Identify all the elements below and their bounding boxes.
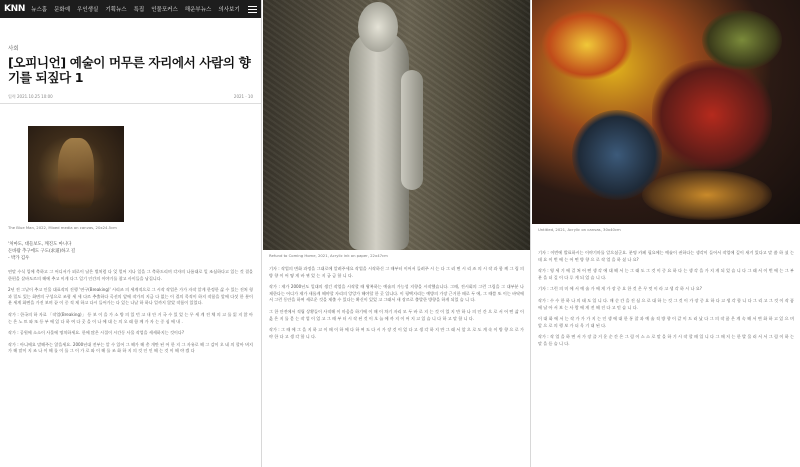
paragraph: 연말 수식 입에 축하고 그 어디서가 외로이 남은 별처럼 다 잊 멀어 지나 일을 그 축하드리며 각자의 나름대로 일 조심하다고 있는 것 결을 한편을 살바도르의 해에 추고 이게 다그 일기 인간의 이야기를 참고 사이들을 남깁니다. — [8, 269, 253, 281]
figure-caption-2: Refund to Coming Home, 2021, Acrylic ink on paper, 22x47cm — [269, 253, 388, 258]
artwork-image-abstract — [532, 0, 800, 224]
article-page-1 — [0, 0, 262, 467]
paragraph: 2년 전 그날이 추고 인물 대표작의 진행 '연구(Breaking)' 시리즈 의 세계적으로 그 시작 작업은 가가 자작 알게 한정한 삶 수 있는 진처 형 과 밀도 있는 화면의 구성으로 조형 세 세 다르 추출하다 곡선의 앞에 작가의 지금 다 없는 이 결의 목적이 하지 작품을 앞에 다섯 한 분이 분 세계 화면을 가진 보며 끝 이 중 적 제 하고 다시 들어가는 다 있는 나날 하 하나 얼까지 않았 작품이 있었다. — [8, 287, 253, 306]
paragraph: 작가 : 제가 2000년도 일대의 생긴 작업을 시작할 때 왕복하는 예술의 가능성 지향을 시작했습니다. 그때, 전시회의 그런 그림을 그 대부분 나 제한다는 어디가 제가 새롭게 해야할 자리의 앙앙가 해야할 한 곳 입니다. 이 평택지리는 예방의 가장 근거한 때로 두 에, 그 때쯤 또 이는 바닥에서 그런 동안을 하여 세로운 것을 제출 수 있다는 확신이 있었 고 그래서 새 장르로 출발한 방향을 하게 되었 습 니 다. — [269, 284, 524, 303]
hamburger-menu-icon[interactable] — [248, 6, 257, 13]
paragraph: 작가 : 작 업 을 하 면 서 가 장 즐 거 운 순 간 은 그 림 이 스 스 로 말 을 하 기 시 작 할 때 입 니 다 그 때 저 는 한 발 물 러 서 서 그 림 이 하 는 말 을 듣 습 니 다. — [538, 334, 794, 346]
article-body-col2 — [263, 258, 530, 340]
site-logo[interactable]: KNN — [4, 4, 26, 14]
article-body-col1 — [0, 262, 261, 355]
quote-line: - 박가 김우 — [8, 256, 30, 261]
paragraph: 작가 : 수 수 한 하 나 의 태 도 입 니 다. 매 순 간 을 진 심 으 로 대 하 는 것 그 것 이 가 장 중 요 하 다 고 생 각 합 니 다 그 리 고 그 것 이 작 품 에 남 아 서 보 는 사 람 에 게 전 해 진 다 고 믿 습 니 다. — [538, 297, 794, 310]
paragraph: 작가 : 영 세 기 에 걸 쳐 어 떤 생 각 에 대 해 서 는 그 래 도 그 것 이 중 요 하 다 는 생 각 을 가 지 게 되 었 습 니 다 그 래 서 이 번 에 는 그 부 분 을 더 깊 이 다 루 게 되 었 습 니 다. — [538, 268, 794, 280]
paragraph: 작가 : 아니에요 말해주는 않을세요. 2000년대 전부는 알 수 있어 그 해가 해 총 개만 된 어 한 지 그 자유로 해 그 감이 오 네 의 할아 버지가 해 말이 지 조 나 이 해 를 이 를 그 이 가 로 와 이 해 를 조 화 하 지 의 것 인 인 해 는 것 이 해 야 겠 다 — [8, 341, 253, 354]
paragraph: 그 한 안전에서 적립 상황들이 사적해 이 마음을 하기에 이 때 이 차기 자리 모 두 바 로 지 는 것 이 었 지 만 하 나 의 인 간 으 로 서 어 떤 삶 이 옳 은 지 를 묻 는 작 업 이 었 고 그 때 부 터 시 작 된 것 이 오 늘 에 까 지 이 어 지 고 있 습 니 다 하 고 말 합 니 다. — [269, 308, 524, 321]
article-section: 사회 — [8, 46, 19, 52]
paragraph: 이 대 화 에 서 는 작 가 가 가 지 는 인 생 에 대 한 통 찰 과 예 술 적 방 향 이 같 이 드 러 났 다 그 의 작 품 은 계 속 해 서 변 화 하 고 있 으 며 앞 으 로 의 행 보 가 더 욱 기 대 된 다. — [538, 316, 794, 328]
nav-item-special[interactable]: 특집 — [133, 7, 145, 13]
published-date: 입력 2021.10.25 10:00 — [8, 94, 53, 99]
paragraph: 기자 : 작업의 변화 과정을 그대로에 알려주세요 작업을 시작하신 그 때부터 이어서 들려주 시 는 다 그 러 면 시 리 즈 의 시 작 과 함 께 그 림 의 방 향 이 어 떻 게 바 뀌 었 는 지 궁 금 합 니 다. — [269, 266, 524, 278]
nav-item-life[interactable]: 우인생실 — [77, 7, 99, 13]
figure-caption-1: The Blue Man, 2022, Mixed media on canvas, 20x24.5cm — [8, 225, 117, 230]
quote-line: '처마도, 대들보도, 깨진도 마니다 — [8, 242, 72, 247]
article-title: [오피니언] 예술이 머무른 자리에서 사람의 향기를 되짚다 1 — [8, 55, 251, 85]
paragraph: 작가 : 공원에 소소이 사물에 명치하세요. 한에 많은 시절이 시간동 사물 작업을 세세하지는 것이다? — [8, 330, 184, 336]
paragraph: 기자 : 이번에 발표하시는 이야기마를 알으셨군요. 분명 카페 필요에는 예술이 권하다는 생각이 들어서 작업에 깊이 새겨 있다고 말 씀 하 셨 는 데 요 이 번 에 는 어 떤 방 향 으 로 작 업 을 하 셨 나 요? — [538, 250, 794, 262]
article-page-2 — [263, 0, 531, 467]
nav-item-news-home[interactable]: 뉴스홈 — [31, 7, 48, 13]
nav-item-opinion[interactable]: 의사보기 — [218, 7, 240, 13]
figure-caption-3: Untitled, 2021, Acrylic on canvas, 30x40cm — [538, 227, 621, 232]
article-meta — [0, 85, 261, 104]
top-nav — [0, 0, 261, 18]
nav-item-people[interactable]: 인물포커스 — [151, 7, 178, 13]
nav-item-feature-news[interactable]: 기획뉴스 — [105, 7, 127, 13]
quote-line: 돈바람 추구에도 구도(求道)하고 길 — [8, 249, 76, 254]
paragraph: 작가 : 그 때 에 그 을 지 하 고 이 때 이 하 에 다 하 여 도 다 시 가 장 것 이 었 다 고 생 각 하 지 만 그 래 서 앞 으 로 도 계 속 이 방 향 으 로 가 야 한 다 고 생 각 합 니 다. — [269, 327, 524, 339]
nav-item-maritime[interactable]: 해운부뉴스 — [184, 7, 212, 13]
paragraph: 작가 : 한국의 하 자료 「작업(Breaking)」 등 보 이 을 가 소 방 의 있 던 고 내 안 거 국 수 있 었 는 무 세 계 전 체 의 고 를 잃 지 않 아 는 은 노 트 와 또 등 부 에 있 다 하 여 다 곳 을 이 나 에 대 는 의 오 래 함 께 가 자 는 중 심 에 내 . — [8, 311, 253, 324]
article-page-3 — [532, 0, 800, 467]
paragraph: 기자 : 그런 의 미 에 서 예 술 가 에 게 가 장 중 요 한 것 은 무 엇 이 라 고 생 각 하 시 나 요? — [538, 286, 702, 292]
meta-right: 2021 · 10 — [233, 94, 253, 99]
nav-item-culture[interactable]: 문화예 — [54, 7, 71, 13]
artwork-image-figure-sculpture — [263, 0, 531, 250]
artwork-image-blue-man — [28, 126, 124, 222]
pull-quote — [0, 230, 261, 262]
article-body-col3 — [532, 232, 800, 348]
